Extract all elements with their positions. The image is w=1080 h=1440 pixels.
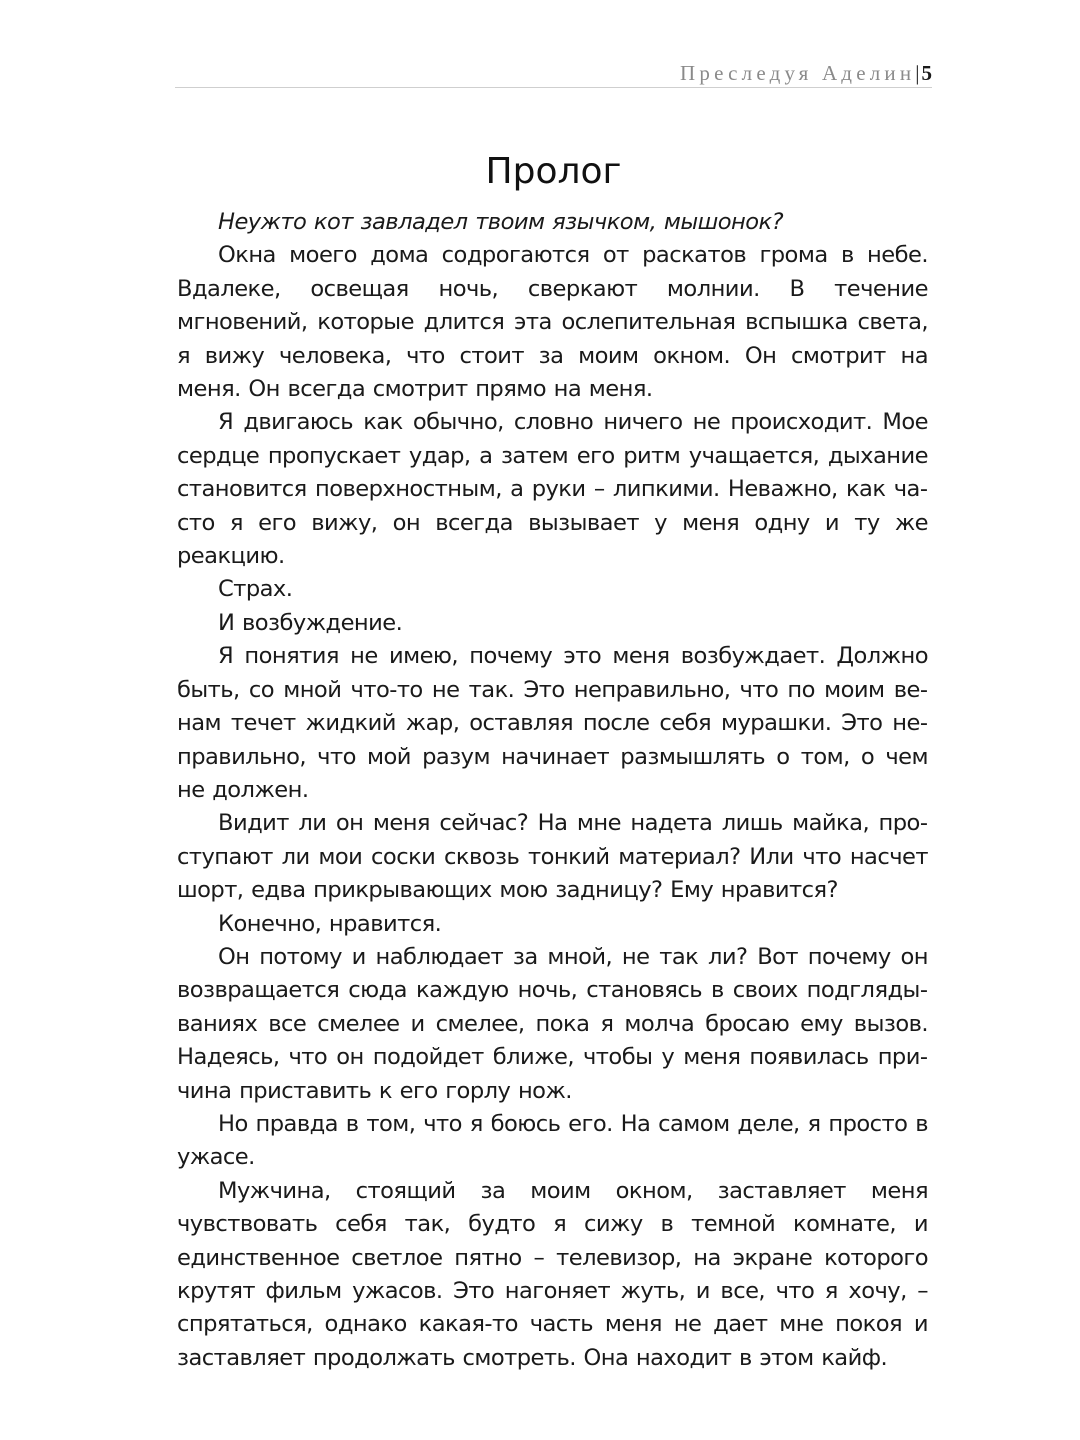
paragraph: Я понятия не имею, почему это меня возбуждает. Должно быть, со мной что-то не так. Это неправильно, что по моим венам течет жидкий жар, оставляя после себя мурашки. Это неправильно, что мой разум начинает размышлять о том, о чем не должен. xyxy=(177,643,928,803)
paragraph: Я двигаюсь как обычно, словно ничего не происходит. Мое сердце пропускает удар, а затем его ритм учащается, дыхание становится поверхностным, а руки – липкими. Неважно, как часто я его вижу, он всегда вызывает у меня одну и ту же реакцию. xyxy=(177,409,928,570)
running-title: Преследуя Аделин xyxy=(680,61,916,85)
paragraph: И возбуждение. xyxy=(218,609,403,636)
header-rule xyxy=(175,87,932,88)
header-separator: | xyxy=(915,61,920,85)
epigraph: Неужто кот завладел твоим язычком, мышонок? xyxy=(218,209,784,235)
paragraph: Конечно, нравится. xyxy=(218,910,442,937)
chapter-title: Пролог xyxy=(485,151,622,192)
body-text xyxy=(177,206,928,1375)
paragraph: Видит ли он меня сейчас? На мне надета лишь майка, проступают ли мои соски сквозь тонкий материал? Или что насчет шорт, едва прикрывающих мою задницу? Ему нравится? xyxy=(177,810,928,904)
paragraph: Он потому и наблюдает за мной, не так ли? Вот почему он возвращается сюда каждую ночь, становясь в своих подглядываниях все смелее и смелее, пока я молча бросаю ему вызов. Надеясь, что он подойдет ближе, чтобы у меня появилась причина приставить к его горлу нож. xyxy=(177,943,928,1104)
paragraph: Окна моего дома содрогаются от раскатов грома в небе. Вдалеке, освещая ночь, сверкают молнии. В течение мгновений, которые длится эта ослепительная вспышка света, я вижу человека, что стоит за моим окном. Он смотрит на меня. Он всегда смотрит прямо на меня. xyxy=(177,242,928,403)
paragraph: Но правда в том, что я боюсь его. На самом деле, я просто в ужасе. xyxy=(177,1110,928,1171)
paragraph: Страх. xyxy=(218,576,293,603)
paragraph: Мужчина, стоящий за моим окном, заставляет меня чувствовать себя так, будто я сижу в темной комнате, и единственное светлое пятно – телевизор, на экране которого крутят фильм ужасов. Это нагоняет жуть, и все, что я хочу, – спрятаться, однако какая-то часть меня не дает мне покоя и заставляет продолжать смотреть. Она находит в этом кайф. xyxy=(177,1177,928,1371)
running-header xyxy=(175,58,932,88)
page-number: 5 xyxy=(921,61,932,85)
